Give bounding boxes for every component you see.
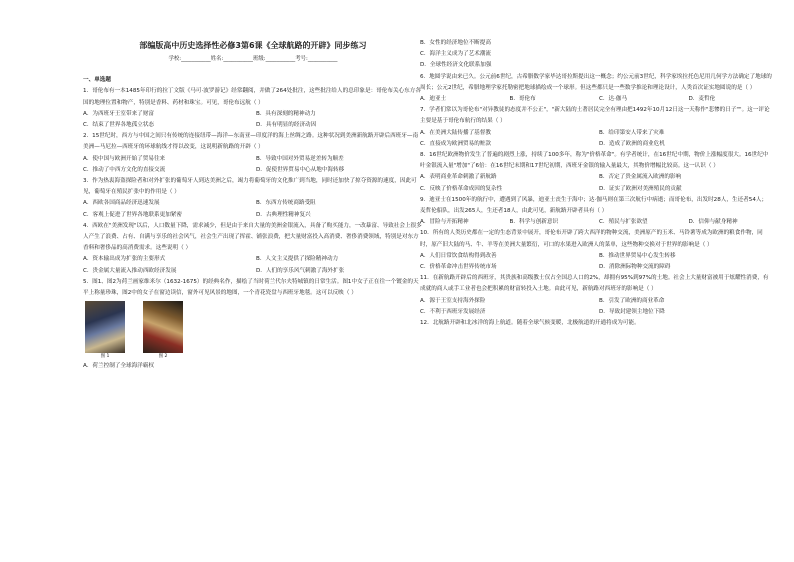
option-d: D．造成了欧洲的商业危机 <box>599 140 665 147</box>
question-1 <box>83 86 423 131</box>
question-9 <box>420 195 772 229</box>
option-d: D．促使世界贸易中心从地中海转移 <box>256 166 345 173</box>
option-c: C．贵金属大量流入推动西欧经济发展 <box>83 267 177 274</box>
option-a: A．在美洲大陆传播了基督教 <box>420 129 491 136</box>
question-stem: 4．西欧在"美洲发现"以后，人口数量下降，需求减少，但是由于来自大量的美洲金银流入，具备了购买能力，一改暴富、导致社会上很多人产生了浪费、占有、自满与享乐的社会风气，社会生产出现了挥霍、铺张浪费，把大量财富投入高消费、奢侈消费领域，特别是对东方香料和奢侈品的高消费需求。这些说明（ ） <box>83 222 422 252</box>
option-c: C．价格革命冲击世界传统市场 <box>420 264 497 271</box>
option-a: A．人们日常饮食结构得到改善 <box>420 252 497 259</box>
option-b: B．引发了欧洲的商业革命 <box>599 297 665 304</box>
question-stem: 8．16世纪欧洲物价发生了普遍的剧烈上涨，持续了100多年，称为"价格革命"。有学者统计，在16世纪中期，物价上涨幅度很大。16世纪中叶金银流入量"增加"了6倍：在16世纪末期和17世纪初期，西班牙金银的输入量最大，其物价增幅比较高。这一认识（ ） <box>420 152 769 170</box>
option-d: D．麦哲伦 <box>688 96 716 103</box>
document-title: 部编版高中历史选择性必修3第6课《全球航路的开辟》同步练习 <box>139 41 367 50</box>
question-12 <box>420 318 772 329</box>
option-c: C．客观上促进了世界各地联系更加紧密 <box>83 211 183 218</box>
option-a: A．西欧各国商品经济迅速发展 <box>83 200 160 207</box>
option-d: D．导致封建领主地位下降 <box>599 308 665 315</box>
option-b: B．推动世界贸易中心发生转移 <box>599 252 676 259</box>
option-a: A．资本输出成为扩张的主要形式 <box>83 256 166 263</box>
question-3 <box>83 176 423 221</box>
question-stem: 6．地圆学说由来已久。公元前6世纪，古希腊数学家毕达哥拉斯提出这一概念；约公元前3世纪，科学家埃拉托色尼用几何学方法确定了地球的周长；公元2世纪，希腊地理学家托勒密把地球描绘成一个球形。但这些都只是一些数学推论和理论设计，人类首次证实地圆说的是（ ） <box>420 73 772 91</box>
option-c: C．推动了中西方文化的直接交流 <box>83 166 166 173</box>
question-stem: 2．15世纪时，西方与中国之间只有传统的连接纽带—海洋—东南亚—印度洋的海上丝绸之路。这种状况到美洲新航路开辟后西班牙—南美洲—马尼拉—西班牙的环球航线才得以改变，这说明新航路的开辟（ ） <box>83 133 419 151</box>
question-10 <box>420 228 772 273</box>
question-4 <box>83 221 423 277</box>
question-stem: 5．图1、图2为荷兰画家维米尔（1632-1675）的经典名作，描绘了当时荷兰代尔夫特城镇的日常生活。图1中女子正在往一个镀金的天平上称量珍珠，图2中的女子在窗边读信，窗外可见风景的地图，一个青花瓷盘与西班牙地毯。这可以反映（ ） <box>83 278 419 297</box>
option-a: A．为西班牙王室带来了财富 <box>83 110 154 117</box>
option-b: B．科学与创新意识 <box>509 219 559 226</box>
question-stem: 7．学者们常以为哥伦布"对异教徒的态度并不公正"，"新大陆的土著居民完全有理由把1492年10月12日这一天称作"悲惨的日子""。这一评论主要是基于哥伦布航行的结果（ ） <box>420 107 770 125</box>
option-b: B．人文主义提供了探险精神动力 <box>256 256 339 263</box>
option-a: A．迪亚士 <box>420 96 447 103</box>
question-stem: 1．哥伦布有一本1485年印行的拉丁文版《马可·波罗游记》经常翻阅，并做了264处批注，这些批注给人的总印象是：哥伦布关心东方各国的地理位置和物产，特别是香料、药材和珠宝。可见，哥伦布远航（ ） <box>83 88 421 106</box>
option-c: C．不利于西班牙发展经济 <box>420 308 486 315</box>
option-d: D．全球性经济文化联系加强 <box>420 62 492 69</box>
option-b: B．具有深刻的精神动力 <box>256 110 316 117</box>
option-d: D．消除洲际物种交流的障碍 <box>599 264 671 271</box>
option-b: B．东西方传统商路受阻 <box>256 200 316 207</box>
question-stem: 11．在新航路开辟后的西班牙，其贵族和高级教士仅占全国总人口的2%，却拥有95%到97%的土地。社会上大量财富被用于炫耀性消费，有成就的商人或手工业者也会把积累的财富转投入土地。由此可见，新航路对西班牙的影响是（ ） <box>420 275 769 293</box>
painting-image <box>85 301 125 353</box>
option-d: D．信仰与献身精神 <box>688 219 738 226</box>
option-a: A．使中国与欧洲开始了贸易往来 <box>83 155 166 162</box>
option-d: D．古典理性精神复兴 <box>256 211 311 218</box>
option-a: A．冒险与开拓精神 <box>420 219 469 226</box>
figures <box>85 301 423 361</box>
option-b: B．导致中国对外贸易逆差转为顺差 <box>256 155 344 162</box>
question-stem: 12．北航路开辟和北冰洋的海上航道。随着全球气候变暖，北极航道的开通将成为可能。 <box>420 320 640 327</box>
option-b: B．给印第安人带来了灾难 <box>599 129 665 136</box>
question-11 <box>420 273 772 318</box>
figure-2 <box>143 301 183 361</box>
option-b: B．女性的经济地位不断提高 <box>420 40 491 46</box>
option-b: B．否定了贵金属流入欧洲的影响 <box>599 174 682 181</box>
question-6 <box>420 72 772 106</box>
option-d: D．具有明显的经济动因 <box>256 122 317 129</box>
option-c: C．海洋主义成为了艺术潮流 <box>420 51 492 58</box>
figure-caption: 图 1 <box>100 354 110 360</box>
question-8 <box>420 150 772 195</box>
section-heading: 一、单选题 <box>83 77 111 84</box>
question-stem: 9．迪亚士在1500年的航行中，遭遇到了风暴，迪亚士丧生于海中；达·伽马则在第三次航行中病逝；而哥伦布，出发时28人，生还者54人；麦哲伦船队，出发265人，生还者18人，由此可见，新航路开辟者具有（ ） <box>420 196 768 215</box>
painting-image <box>143 301 183 353</box>
option-d: D．人们的享乐风气刺激了海外扩张 <box>256 267 345 274</box>
question-7 <box>420 105 772 150</box>
option-c: C．殖民与扩张欲望 <box>599 219 648 226</box>
option-c: C．达·伽马 <box>599 96 628 103</box>
option-a: A．荷兰控制了全球海洋霸权 <box>83 363 154 370</box>
left-column <box>83 40 423 372</box>
figure-1 <box>85 301 125 361</box>
question-stem: 10．所有的人类历史都在一定的生态背景中展开，哥伦布开辟了跨大西洋的物种交流，美洲原产的玉米、马铃薯等成为欧洲的粮食作物，同时，原产旧大陆的马、牛、羊等在美洲大量繁衍，可口的水果进入欧洲人的菜单，这些物种交换对于世界的影响是（ ） <box>420 230 763 248</box>
option-d: D．证实了欧洲对美洲殖民的贡献 <box>599 185 682 192</box>
option-b: B．哥伦布 <box>509 96 536 103</box>
option-a: A．表明商业革命刺激了新航路 <box>420 174 497 181</box>
student-info-line: 学校:___________姓名:___________班级:___________考号:___________ <box>168 56 338 62</box>
option-c: C．结束了世界各地孤立状态 <box>83 122 155 129</box>
right-column <box>420 38 772 329</box>
option-c: C．反映了价格革命成因的复杂性 <box>420 185 503 192</box>
question-5 <box>83 277 423 373</box>
option-c: C．直接成为欧洲贸易的赃款 <box>420 140 492 147</box>
option-a: A．源于王室支持海外探险 <box>420 297 486 304</box>
question-stem: 3．作为热衷海盗探险者和对外扩张的葡萄牙人到达美洲之后，竭力将葡萄牙的文化推广到当地，同时还加快了掠夺资源的速度，因此可见，葡萄牙在殖民扩张中的作用是（ ） <box>83 178 417 196</box>
figure-caption: 图 2 <box>158 354 168 360</box>
question-2 <box>83 131 423 176</box>
